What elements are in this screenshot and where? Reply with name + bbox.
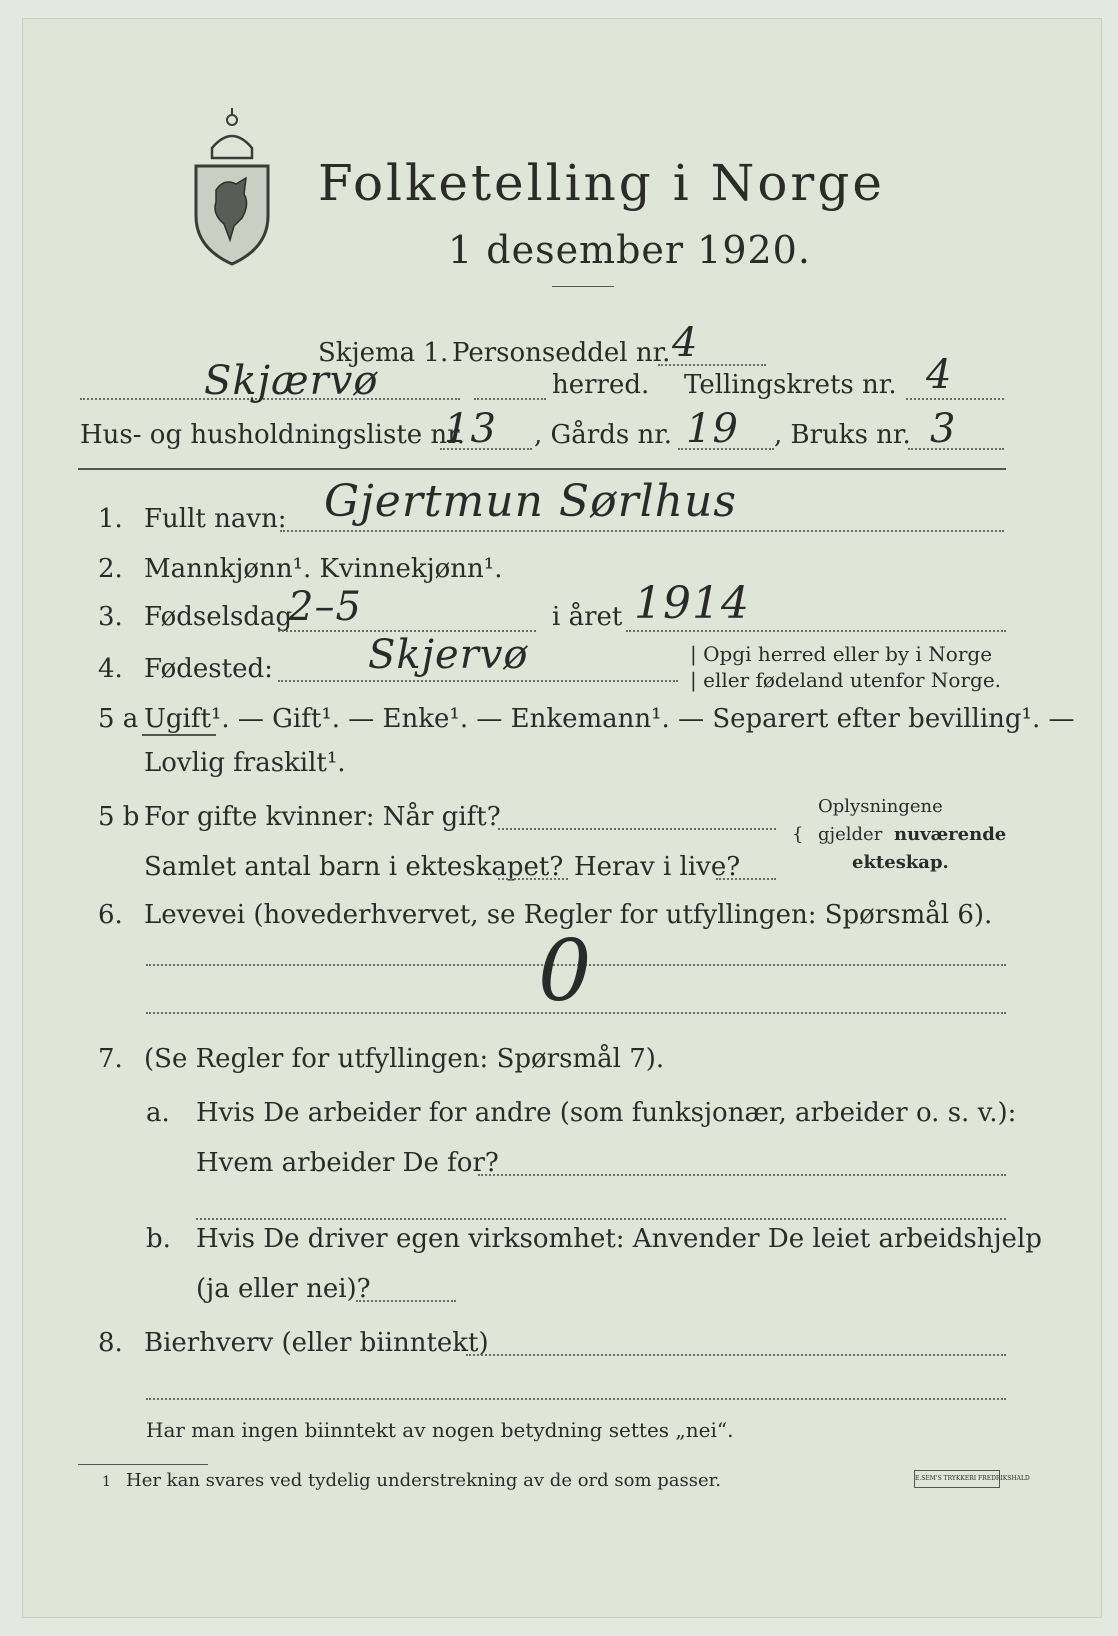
form-date: 1 desember 1920. [448,228,811,272]
birth-year-value: 1914 [634,578,750,629]
q5b-note-2: gjelder [818,824,883,845]
q5a-label-2: Lovlig fraskilt¹. [144,748,346,778]
q1-number: 1. [98,504,123,534]
footnote-rule [78,1464,208,1465]
occupation-value: 0 [538,922,593,1020]
q5a-number: 5 a [98,704,139,734]
q3-label: Fødselsdag [144,602,293,632]
gards-value: 19 [686,406,739,452]
q5b-note-3: nuværende [894,824,1007,845]
q7a-number: a. [146,1098,170,1128]
q5b-number: 5 b [98,802,140,832]
herred-value: Skjærvø [204,358,379,404]
q7-label: (Se Regler for utfyllingen: Spørsmål 7). [144,1044,665,1074]
q6-number: 6. [98,900,123,930]
q5a-label: Ugift¹. — Gift¹. — Enke¹. — Enkemann¹. — Separert efter bevilling¹. — [144,704,1075,734]
q6-label: Levevei (hovederhvervet, se Regler for utfyllingen: Spørsmål 6). [144,900,993,930]
husliste-label: Hus- og husholdningsliste nr. [80,420,466,450]
q1-label: Fullt navn: [144,504,287,534]
biinntekt-note: Har man ingen biinntekt av nogen betydning settes „nei“. [146,1418,734,1442]
q7b-label: Hvis De driver egen virksomhet: Anvender De leiet arbeidshjelp [196,1224,1042,1254]
q4-label: Fødested: [144,654,273,684]
footnote-text: Her kan svares ved tydelig understrekning av de ord som passer. [126,1470,721,1491]
q3-number: 3. [98,602,123,632]
q8-number: 8. [98,1328,123,1358]
printer-stamp: E.SEM'S TRYKKERI FREDRIKSHALD [914,1470,1000,1488]
q7a-label-2: Hvem arbeider De for? [196,1148,499,1178]
q3-year-label: i året [552,602,623,632]
footnote-mark: 1 [102,1474,111,1490]
birthplace-value: Skjervø [368,632,529,678]
bruks-value: 3 [930,406,957,452]
q2-number: 2. [98,554,123,584]
q2-label: Mannkjønn¹. Kvinnekjønn¹. [144,554,503,584]
birthday-value: 2–5 [288,584,362,630]
personseddel-label: Personseddel nr. [452,338,671,368]
q5b-note-1: Oplysningene [818,796,943,817]
census-form [22,18,1102,1618]
personseddel-value: 4 [672,320,699,366]
q4-note-line-1: | Opgi herred eller by i Norge [690,642,993,666]
q5b-label-3: Herav i live? [574,852,741,882]
q8-label: Bierhverv (eller biinntekt) [144,1328,489,1358]
form-title: Folketelling i Norge [318,154,885,212]
title-divider [552,286,614,287]
q7-number: 7. [98,1044,123,1074]
q7b-number: b. [146,1224,171,1254]
q5b-note-4: ekteskap. [852,852,949,873]
schema-label: Skjema 1. [318,338,449,368]
q4-number: 4. [98,654,123,684]
q4-note-line-2: | eller fødeland utenfor Norge. [690,668,1002,692]
ugift-underline [142,734,216,736]
tellingskrets-label: Tellingskrets nr. [684,370,897,400]
bruks-label: , Bruks nr. [774,420,911,450]
q7b-label-2: (ja eller nei)? [196,1274,371,1304]
herred-label: herred. [552,370,650,400]
norwegian-coat-of-arms-icon [190,106,274,266]
tellingskrets-value: 4 [926,352,953,398]
q7a-label: Hvis De arbeider for andre (som funksjonær, arbeider o. s. v.): [196,1098,1017,1128]
husliste-value: 13 [444,406,497,452]
gards-label: , Gårds nr. [534,420,673,450]
q5b-label-2: Samlet antal barn i ekteskapet? [144,852,564,882]
header-rule [78,468,1006,470]
q5b-label: For gifte kvinner: Når gift? [144,802,501,832]
full-name-value: Gjertmun Sørlhus [324,476,737,527]
q5b-note-bracket: { [792,824,804,845]
